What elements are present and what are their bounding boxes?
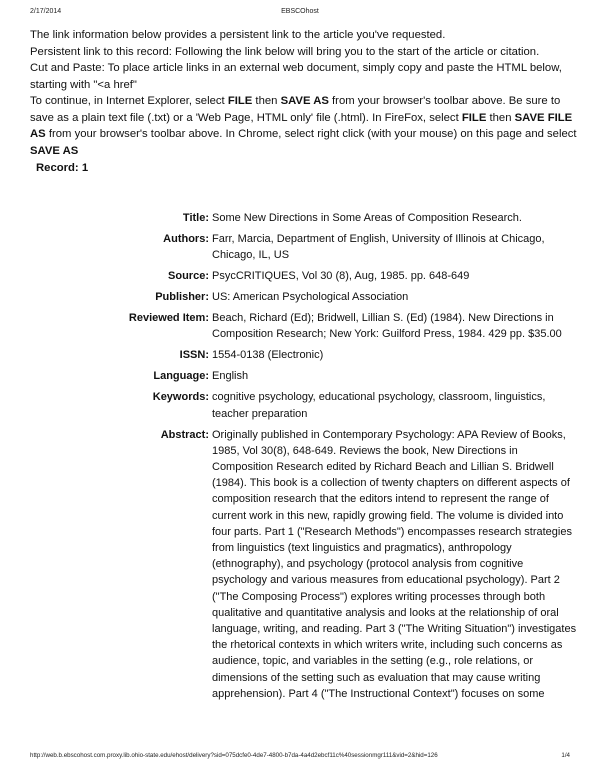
field-label: Keywords: [152,391,209,404]
field-reviewed-item [0,310,600,342]
field-label: Title: [182,212,209,224]
file-menu-term: FILE [227,95,253,107]
field-label: Source: [168,270,209,283]
field-abstract [0,427,600,702]
intro-line-persistent-link-info: The link information below provides a persistent link to the article you've requested. [30,29,446,41]
intro-line-cut-and-paste: Cut and Paste: To place article links in an external web document, simply copy and paste the HTML below, starting with "<a href" [30,62,562,91]
file-menu-term: FILE [461,111,487,124]
intro-save-instructions: To continue, in Internet Explorer, select FILE then SAVE AS from your browser's toolbar above. Be sure to save as a plain text file (.txt) or a 'Web Page, HTML only' file (.html). In FireFox, select FILE then SAVE FILE AS from your browser's toolbar above. In Chrome, select right click (with your mouse) on this page and select SAVE AS [30,95,577,157]
field-label: Reviewed Item: [128,312,209,325]
field-value: English [212,370,249,383]
field-authors [0,231,600,263]
print-date: 2/17/2014 [30,8,62,15]
page-number: 1/4 [561,752,570,759]
field-value: Some New Directions in Some Areas of Composition Research. [212,212,522,224]
field-value: PsycCRITIQUES, Vol 30 (8), Aug, 1985. pp. 648-649 [212,270,470,283]
print-site-title: EBSCOhost [281,8,319,15]
field-value: Beach, Richard (Ed); Bridwell, Lillian S. (Ed) (1984). New Directions in Composition Research; New York: Guilford Press, 1984. 429 pp. $35.00 [212,312,562,341]
page-header [30,8,570,18]
save-as-term: SAVE AS [30,144,79,157]
field-title [0,210,600,226]
field-keywords [0,389,600,421]
field-source [0,268,600,284]
field-value: cognitive psychology, educational psychology, classroom, linguistics, teacher preparation [212,391,546,420]
save-as-term: SAVE AS [280,95,329,107]
field-label: Language: [153,370,209,383]
field-value: Farr, Marcia, Department of English, University of Illinois at Chicago, Chicago, IL, US [212,233,545,262]
record-fields [0,210,600,707]
field-value: US: American Psychological Association [212,291,409,304]
field-label: Authors: [163,233,209,245]
record-number: Record: 1 [36,162,89,174]
field-language [0,368,600,384]
save-file-as-term: SAVE FILE AS [30,111,573,140]
field-value: Originally published in Contemporary Psychology: APA Review of Books, 1985, Vol 30(8), 648-649. Reviews the book, New Directions in Composition Research edited by Richard Beach and Lillian S. Bridwell (1984). This book is a collection of twenty chapters on different aspects of composition research that the editors intend to represent the range of current work in this new, rapidly growing field. The volume is divided into four parts. Part 1 ("Research Methods") encompasses research strategies from linguistics (text linguistics and pragmatics), anthropology (ethnography), and psychology (protocol analysis from cognitive psychology and various measures from educational psychology). Part 2 ("The Composing Process") explores writing processes through both qualitative and quantitative analysis and looks at the relationship of oral language, writing, and reading. Part 3 ("The Writing Situation") investigates the rhetorical contexts in which writers write, including such concerns as audience, topic, and variables in the setting (e.g., role relations, or dimensions of the setting such as evaluation that may cause writing apprehension). Part 4 ("The Instructional Context") focuses on some [212,428,577,700]
field-issn [0,347,600,363]
field-value: 1554-0138 (Electronic) [212,349,324,362]
intro-text [30,27,578,159]
intro-line-persistent-link: Persistent link to this record: Following the link below will bring you to the start of the article or citation. [30,45,540,58]
print-url: http://web.b.ebscohost.com.proxy.lib.ohio-state.edu/ehost/delivery?sid=075dcfe0-4de7-4800-b7da-4a4d2ebcf11c%40sessionmgr111&vid=2&hid=126 [30,752,438,759]
field-label: ISSN: [179,349,209,362]
field-publisher [0,289,600,305]
field-label: Abstract: [160,428,209,441]
field-label: Publisher: [155,291,209,304]
